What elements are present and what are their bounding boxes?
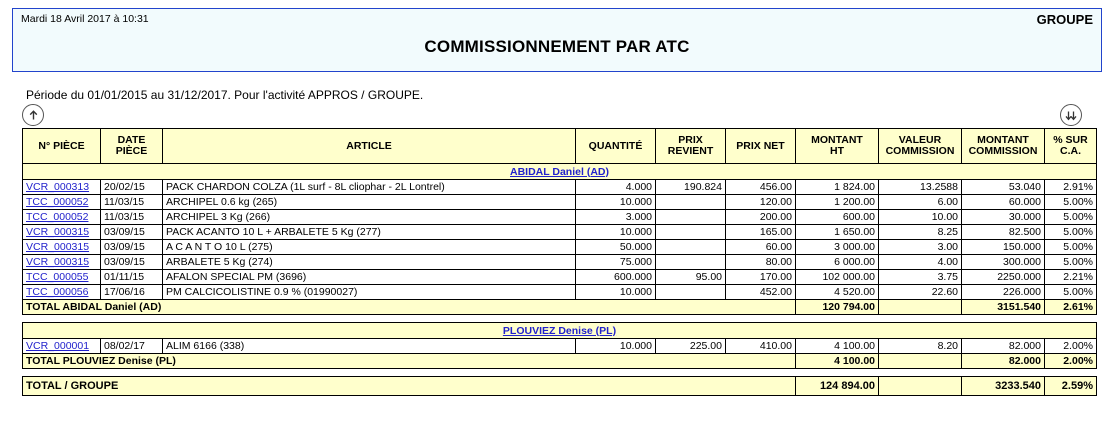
cell-piece[interactable] <box>23 195 101 210</box>
cell-pct-ca: 2.21% <box>1045 270 1097 285</box>
cell-quantite: 4.000 <box>576 180 656 195</box>
cell-article: PACK ACANTO 10 L + ARBALETE 5 Kg (277) <box>163 225 576 240</box>
cell-piece[interactable] <box>23 339 101 354</box>
cell-piece[interactable] <box>23 180 101 195</box>
col-date <box>101 129 163 164</box>
cell-montant-ht: 6 000.00 <box>796 255 879 270</box>
cell-pct-ca: 5.00% <box>1045 255 1097 270</box>
cell-piece[interactable] <box>23 210 101 225</box>
cell-article: ARCHIPEL 0.6 kg (265) <box>163 195 576 210</box>
group-total-montant-commission: 82.000 <box>962 354 1045 369</box>
grand-total-spacer <box>23 369 1097 377</box>
col-valeur-commission <box>879 129 962 164</box>
col-prix-net: PRIX NET <box>726 129 796 164</box>
cell-date: 08/02/17 <box>101 339 163 354</box>
cell-article: PM CALCICOLISTINE 0.9 % (01990027) <box>163 285 576 300</box>
group-spacer <box>23 315 1097 323</box>
piece-link[interactable]: VCR_000313 <box>26 181 90 193</box>
cell-prix-net: 410.00 <box>726 339 796 354</box>
piece-link[interactable]: TCC_000052 <box>26 211 89 223</box>
cell-montant-ht: 3 000.00 <box>796 240 879 255</box>
cell-quantite: 75.000 <box>576 255 656 270</box>
cell-quantite: 600.000 <box>576 270 656 285</box>
cell-valeur-commission: 6.00 <box>879 195 962 210</box>
cell-montant-ht: 1 824.00 <box>796 180 879 195</box>
group-total-row <box>23 300 1097 315</box>
piece-link[interactable]: VCR_000001 <box>26 340 90 352</box>
cell-quantite: 10.000 <box>576 225 656 240</box>
cell-article: ALIM 6166 (338) <box>163 339 576 354</box>
scroll-up-icon[interactable] <box>22 104 44 126</box>
table-row[interactable] <box>23 270 1097 285</box>
cell-montant-ht: 1 650.00 <box>796 225 879 240</box>
cell-valeur-commission: 8.25 <box>879 225 962 240</box>
cell-montant-ht: 102 000.00 <box>796 270 879 285</box>
table-row[interactable] <box>23 210 1097 225</box>
col-montant-ht-line2: HT <box>830 145 844 157</box>
cell-quantite: 3.000 <box>576 210 656 225</box>
cell-valeur-commission: 22.60 <box>879 285 962 300</box>
grand-total-valeur-commission <box>879 377 962 396</box>
table-row[interactable] <box>23 225 1097 240</box>
cell-prix-revient <box>656 240 726 255</box>
col-prix-revient-line2: REVIENT <box>667 145 714 157</box>
cell-montant-ht: 600.00 <box>796 210 879 225</box>
commission-table-wrapper <box>22 128 1096 396</box>
grand-total-row <box>23 377 1097 396</box>
cell-article: AFALON SPECIAL PM (3696) <box>163 270 576 285</box>
table-row[interactable] <box>23 180 1097 195</box>
table-row[interactable] <box>23 195 1097 210</box>
page-title: COMMISSIONNEMENT PAR ATC <box>424 37 690 56</box>
report-header-band <box>12 8 1102 72</box>
cell-prix-net: 200.00 <box>726 210 796 225</box>
group-title: PLOUVIEZ Denise (PL) <box>23 323 1097 339</box>
cell-montant-commission: 300.000 <box>962 255 1045 270</box>
col-montant-commission-line2: COMMISSION <box>968 145 1038 157</box>
col-pct-ca-line2: C.A. <box>1060 145 1081 157</box>
cell-prix-revient <box>656 255 726 270</box>
scroll-down-icon[interactable] <box>1060 104 1082 126</box>
cell-date: 20/02/15 <box>101 180 163 195</box>
col-date-line1: DATE <box>117 134 146 146</box>
cell-valeur-commission: 8.20 <box>879 339 962 354</box>
cell-quantite: 10.000 <box>576 339 656 354</box>
cell-valeur-commission: 4.00 <box>879 255 962 270</box>
cell-prix-revient <box>656 210 726 225</box>
commission-table <box>22 128 1097 396</box>
cell-prix-revient: 95.00 <box>656 270 726 285</box>
cell-montant-commission: 82.500 <box>962 225 1045 240</box>
cell-montant-commission: 30.000 <box>962 210 1045 225</box>
cell-valeur-commission: 13.2588 <box>879 180 962 195</box>
report-datetime: Mardi 18 Avril 2017 à 10:31 <box>21 13 149 25</box>
table-row[interactable] <box>23 240 1097 255</box>
cell-prix-revient: 225.00 <box>656 339 726 354</box>
cell-prix-revient <box>656 195 726 210</box>
table-body <box>23 164 1097 396</box>
group-total-montant-ht: 4 100.00 <box>796 354 879 369</box>
cell-pct-ca: 5.00% <box>1045 240 1097 255</box>
cell-pct-ca: 5.00% <box>1045 195 1097 210</box>
group-total-valeur-commission <box>879 300 962 315</box>
cell-montant-commission: 53.040 <box>962 180 1045 195</box>
group-header-row <box>23 164 1097 180</box>
col-pct-ca <box>1045 129 1097 164</box>
cell-piece[interactable] <box>23 225 101 240</box>
group-total-label: TOTAL PLOUVIEZ Denise (PL) <box>23 354 796 369</box>
cell-piece[interactable] <box>23 255 101 270</box>
group-total-montant-ht: 120 794.00 <box>796 300 879 315</box>
col-prix-revient-line1: PRIX <box>678 134 703 146</box>
col-article: ARTICLE <box>163 129 576 164</box>
grand-total-montant-ht: 124 894.00 <box>796 377 879 396</box>
cell-valeur-commission: 10.00 <box>879 210 962 225</box>
cell-date: 03/09/15 <box>101 225 163 240</box>
cell-prix-net: 452.00 <box>726 285 796 300</box>
group-total-pct-ca: 2.00% <box>1045 354 1097 369</box>
cell-pct-ca: 5.00% <box>1045 210 1097 225</box>
cell-prix-revient: 190.824 <box>656 180 726 195</box>
piece-link[interactable]: VCR_000315 <box>26 241 90 253</box>
group-total-valeur-commission <box>879 354 962 369</box>
cell-pct-ca: 2.91% <box>1045 180 1097 195</box>
cell-montant-commission: 150.000 <box>962 240 1045 255</box>
table-row[interactable] <box>23 285 1097 300</box>
table-row[interactable] <box>23 255 1097 270</box>
cell-date: 03/09/15 <box>101 255 163 270</box>
cell-montant-ht: 1 200.00 <box>796 195 879 210</box>
piece-link[interactable]: VCR_000315 <box>26 256 90 268</box>
cell-prix-net: 170.00 <box>726 270 796 285</box>
cell-article: ARCHIPEL 3 Kg (266) <box>163 210 576 225</box>
grand-total-pct-ca: 2.59% <box>1045 377 1097 396</box>
cell-pct-ca: 5.00% <box>1045 225 1097 240</box>
cell-montant-commission: 2250.000 <box>962 270 1045 285</box>
col-montant-commission-line1: MONTANT <box>977 134 1029 146</box>
col-prix-revient <box>656 129 726 164</box>
cell-montant-commission: 82.000 <box>962 339 1045 354</box>
grand-total-label: TOTAL / GROUPE <box>23 377 796 396</box>
cell-piece[interactable] <box>23 240 101 255</box>
col-montant-ht-line1: MONTANT <box>811 134 863 146</box>
cell-piece[interactable] <box>23 270 101 285</box>
col-quantite: QUANTITÉ <box>576 129 656 164</box>
cell-article: ARBALETE 5 Kg (274) <box>163 255 576 270</box>
cell-prix-net: 120.00 <box>726 195 796 210</box>
cell-prix-net: 456.00 <box>726 180 796 195</box>
piece-link[interactable]: TCC_000056 <box>26 286 89 298</box>
col-date-line2: PIÈCE <box>115 145 148 157</box>
table-header <box>23 129 1097 164</box>
cell-article: PACK CHARDON COLZA (1L surf - 8L cliophar - 2L Lontrel) <box>163 180 576 195</box>
cell-prix-revient <box>656 225 726 240</box>
group-header-row <box>23 323 1097 339</box>
cell-prix-net: 165.00 <box>726 225 796 240</box>
cell-montant-commission: 226.000 <box>962 285 1045 300</box>
cell-date: 17/06/16 <box>101 285 163 300</box>
cell-prix-net: 60.00 <box>726 240 796 255</box>
col-valeur-commission-line1: VALEUR <box>898 134 942 146</box>
group-total-montant-commission: 3151.540 <box>962 300 1045 315</box>
cell-piece[interactable] <box>23 285 101 300</box>
cell-valeur-commission: 3.00 <box>879 240 962 255</box>
grand-total-montant-commission: 3233.540 <box>962 377 1045 396</box>
group-total-label: TOTAL ABIDAL Daniel (AD) <box>23 300 796 315</box>
col-piece: N° PIÈCE <box>23 129 101 164</box>
cell-pct-ca: 2.00% <box>1045 339 1097 354</box>
cell-montant-ht: 4 520.00 <box>796 285 879 300</box>
cell-date: 01/11/15 <box>101 270 163 285</box>
col-montant-ht <box>796 129 879 164</box>
cell-prix-revient <box>656 285 726 300</box>
piece-link[interactable]: TCC_000055 <box>26 271 89 283</box>
col-pct-ca-line1: % SUR <box>1053 134 1088 146</box>
group-title: ABIDAL Daniel (AD) <box>23 164 1097 180</box>
cell-montant-ht: 4 100.00 <box>796 339 879 354</box>
cell-date: 11/03/15 <box>101 210 163 225</box>
report-period-text: Période du 01/01/2015 au 31/12/2017. Pour l'activité APPROS / GROUPE. <box>26 88 424 102</box>
cell-montant-commission: 60.000 <box>962 195 1045 210</box>
cell-quantite: 10.000 <box>576 195 656 210</box>
piece-link[interactable]: VCR_000315 <box>26 226 90 238</box>
cell-quantite: 10.000 <box>576 285 656 300</box>
group-total-pct-ca: 2.61% <box>1045 300 1097 315</box>
cell-date: 03/09/15 <box>101 240 163 255</box>
cell-article: A C A N T O 10 L (275) <box>163 240 576 255</box>
cell-prix-net: 80.00 <box>726 255 796 270</box>
col-montant-commission <box>962 129 1045 164</box>
group-total-row <box>23 354 1097 369</box>
report-scope-label: GROUPE <box>1036 12 1093 27</box>
col-valeur-commission-line2: COMMISSION <box>885 145 955 157</box>
table-row[interactable] <box>23 339 1097 354</box>
cell-pct-ca: 5.00% <box>1045 285 1097 300</box>
cell-date: 11/03/15 <box>101 195 163 210</box>
cell-valeur-commission: 3.75 <box>879 270 962 285</box>
piece-link[interactable]: TCC_000052 <box>26 196 89 208</box>
cell-quantite: 50.000 <box>576 240 656 255</box>
